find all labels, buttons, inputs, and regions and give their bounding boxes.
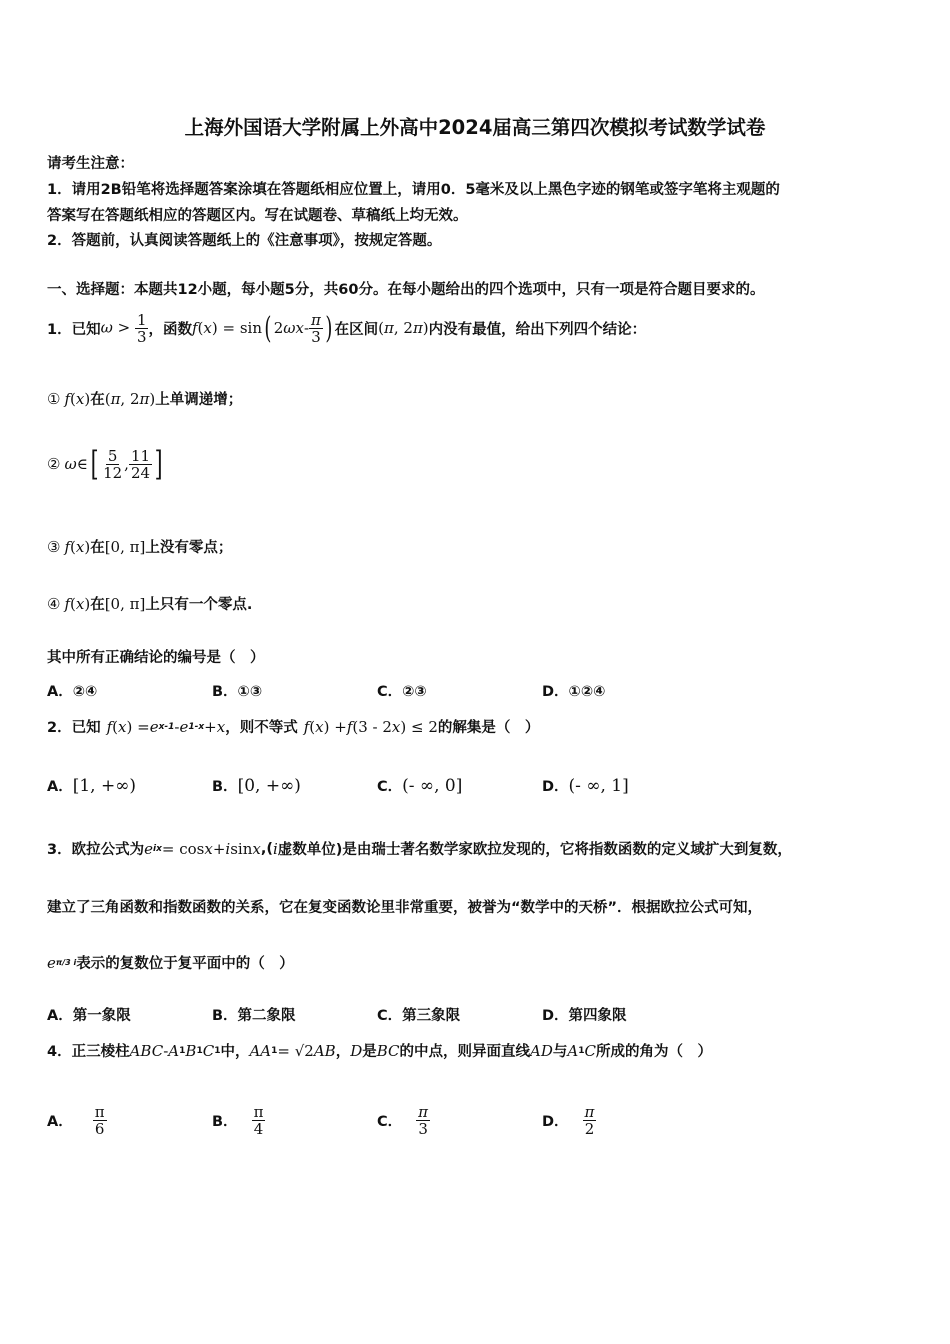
page-title: 上海外国语大学附属上外高中2024届高三第四次模拟考试数学试卷 [184, 116, 766, 139]
q1-text-1: ，函数 [148, 321, 192, 338]
q1-statement-4: ④ f ( x ) 在 [0, π] 上只有一个零点. [47, 594, 253, 613]
q1-function: f [191, 319, 198, 337]
q1-text-2: 在区间 [334, 321, 379, 338]
q1-omega-condition: ω > $\frac{1}{3}$ [100, 310, 147, 346]
question-1-stem: 1．已知 ω > $\frac{1}{3}$ ，函数 f ( x ) = sin ( 2 ωx - $\frac{\pi}{3}$ ) 在区间 (π, 2π) 内没有最值，给出下列四个结论： [47, 310, 647, 346]
question-3-stem: 3．欧拉公式为 e ix = cos x + i sin x ,( i 虚数单位)是由瑞士著名数学家欧拉发现的，它将指数函数的定义域扩大到复数， [47, 839, 792, 858]
q1-option-b[interactable]: B．①③ [212, 684, 263, 700]
q3-option-a[interactable]: A．第一象限 [47, 1008, 131, 1024]
question-4-stem: 4．正三棱柱 ABC - A 1 B 1 C 1 中， AA 1 = √2 AB ， D 是 BC 的中点，则异面直线 AD 与 A 1 C 所成的角为（ ） [47, 1041, 712, 1060]
notice-line-2: 2．答题前，认真阅读答题纸上的《注意事项》，按规定答题。 [47, 233, 442, 249]
q3-line-3: e π/3 i 表示的复数位于复平面中的（ ） [47, 953, 294, 972]
q2-option-a[interactable]: A． [1, +∞) [47, 775, 137, 796]
q3-line-2: 建立了三角函数和指数函数的关系，它在复变函数论里非常重要，被誉为“数学中的天桥”．根据欧拉公式可知， [47, 900, 763, 916]
section-heading: 一、选择题：本题共12小题，每小题5分，共60分。在每小题给出的四个选项中，只有一项是符合题目要求的。 [47, 282, 765, 298]
q1-statement-1: ① f ( x ) 在 (π, 2π) 上单调递增； [47, 389, 243, 408]
q1-option-c[interactable]: C．②③ [377, 684, 427, 700]
notice-line-1: 1．请用2B铅笔将选择题答案涂填在答题纸相应位置上，请用0．5毫米及以上黑色字迹的钢笔或签字笔将主观题的 [47, 182, 780, 198]
q3-option-c[interactable]: C．第三象限 [377, 1008, 461, 1024]
q4-option-c[interactable]: C． $\frac{\pi}{3}$ [377, 1103, 429, 1138]
q1-statement-2: ② ω ∈ [ $\frac{5}{12}$ , $\frac{11}{24}$ ] [47, 444, 163, 484]
q1-option-d[interactable]: D．①②④ [542, 684, 606, 700]
q4-option-a[interactable]: A． $\frac{\pi}{6}$ [47, 1103, 105, 1138]
q4-option-d[interactable]: D． $\frac{\pi}{2}$ [542, 1103, 595, 1138]
q1-option-a[interactable]: A．②④ [47, 684, 98, 700]
q3-option-b[interactable]: B．第二象限 [212, 1008, 296, 1024]
q3-option-d[interactable]: D．第四象限 [542, 1008, 627, 1024]
q2-option-c[interactable]: C． (- ∞, 0] [377, 775, 463, 796]
q1-statement-3: ③ f ( x ) 在 [0, π] 上没有零点； [47, 537, 233, 556]
q1-text-3: 内没有最值，给出下列四个结论： [428, 321, 647, 338]
q2-option-d[interactable]: D． (- ∞, 1] [542, 775, 629, 796]
q1-interval: (π, 2π) [378, 319, 429, 337]
q4-option-b[interactable]: B． $\frac{\pi}{4}$ [212, 1103, 264, 1138]
notice-line-1b: 答案写在答题纸相应的答题区内。写在试题卷、草稿纸上均无效。 [47, 208, 468, 224]
q1-lead: 1．已知 [47, 321, 101, 338]
notice-heading: 请考生注意： [47, 156, 134, 172]
q2-option-b[interactable]: B． [0, +∞) [212, 775, 301, 796]
question-2-stem: 2．已知 f ( x ) = e x-1 - e 1-x + x ，则不等式 f ( x ) + f (3 - 2 x ) ≤ 2 的解集是（ ） [47, 717, 540, 736]
q1-ask: 其中所有正确结论的编号是（ ） [47, 650, 265, 666]
